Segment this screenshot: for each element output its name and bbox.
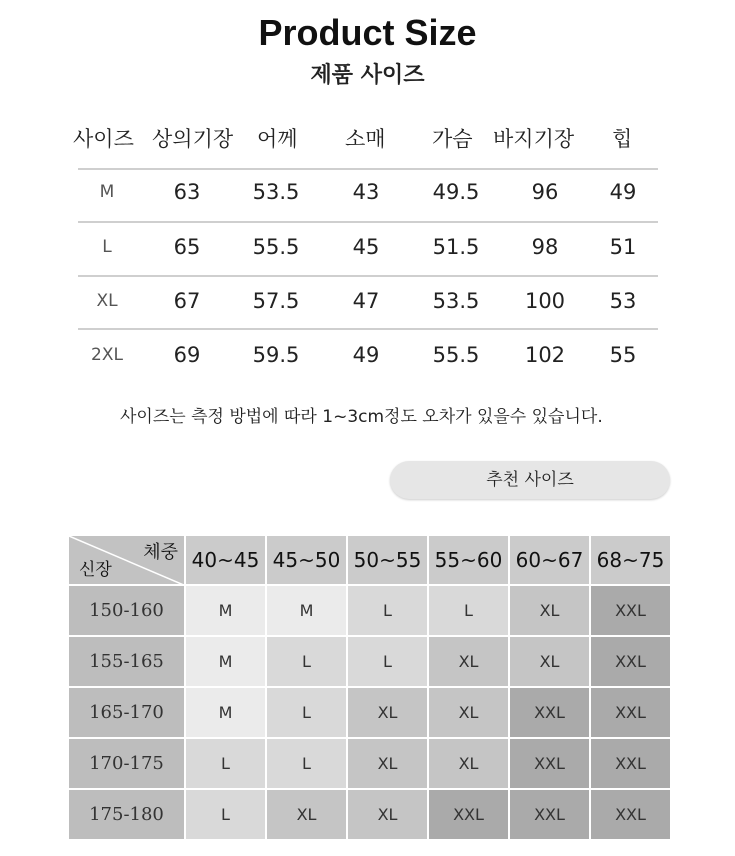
size-label: M: [99, 182, 115, 202]
size-cell: L: [266, 687, 347, 738]
page-title: Product Size: [258, 12, 477, 53]
size-label: XL: [96, 291, 118, 311]
size-cell: M: [266, 585, 347, 636]
weight-header: 60~67: [509, 535, 590, 585]
size-value: 55.5: [252, 235, 300, 259]
column-header: 힙: [612, 127, 633, 151]
size-value: 55.5: [432, 343, 480, 367]
size-cell: XL: [347, 687, 428, 738]
size-cell: L: [266, 636, 347, 687]
size-value: 49: [609, 180, 637, 204]
size-value: 65: [173, 235, 201, 259]
size-cell: L: [347, 636, 428, 687]
size-cell: XXL: [509, 687, 590, 738]
size-cell: XXL: [509, 789, 590, 840]
row-divider: [78, 221, 658, 223]
size-value: 100: [524, 289, 566, 313]
size-cell: M: [185, 636, 266, 687]
page-subtitle: 제품 사이즈: [310, 63, 425, 88]
height-header: 175-180: [68, 789, 185, 840]
size-cell: L: [428, 585, 509, 636]
size-value: 67: [173, 289, 201, 313]
size-cell: L: [185, 738, 266, 789]
column-header: 바지기장: [493, 127, 575, 151]
corner-height-label: 신장: [79, 560, 112, 580]
weight-header: 55~60: [428, 535, 509, 585]
height-header: 165-170: [68, 687, 185, 738]
row-divider: [78, 328, 658, 330]
size-value: 43: [352, 180, 380, 204]
size-value: 102: [524, 343, 566, 367]
corner-weight-label: 체중: [143, 542, 178, 563]
size-cell: XXL: [590, 789, 671, 840]
size-cell: XXL: [428, 789, 509, 840]
size-cell: M: [185, 585, 266, 636]
size-value: 51.5: [432, 235, 480, 259]
weight-header: 68~75: [590, 535, 671, 585]
recommend-size-table: [68, 535, 673, 841]
size-cell: XL: [428, 738, 509, 789]
weight-header: 45~50: [266, 535, 347, 585]
size-value: 51: [609, 235, 637, 259]
weight-header: 50~55: [347, 535, 428, 585]
row-divider: [78, 275, 658, 277]
size-label: L: [102, 237, 112, 257]
size-cell: L: [266, 738, 347, 789]
column-header: 가슴: [432, 127, 473, 151]
size-value: 57.5: [252, 289, 300, 313]
size-value: 55: [609, 343, 637, 367]
size-cell: XL: [347, 789, 428, 840]
size-value: 53.5: [432, 289, 480, 313]
size-cell: XL: [266, 789, 347, 840]
size-value: 98: [531, 235, 559, 259]
height-header: 170-175: [68, 738, 185, 789]
size-cell: XL: [509, 636, 590, 687]
size-value: 59.5: [252, 343, 300, 367]
size-label: 2XL: [91, 345, 123, 365]
size-value: 96: [531, 180, 559, 204]
size-cell: M: [185, 687, 266, 738]
size-cell: XL: [509, 585, 590, 636]
column-header: 상의기장: [152, 127, 234, 151]
weight-header: 40~45: [185, 535, 266, 585]
size-cell: XXL: [590, 585, 671, 636]
size-value: 47: [352, 289, 380, 313]
size-value: 49: [352, 343, 380, 367]
size-value: 53.5: [252, 180, 300, 204]
measurement-note: 사이즈는 측정 방법에 따라 1~3cm정도 오차가 있을수 있습니다.: [120, 407, 603, 427]
size-cell: XL: [428, 636, 509, 687]
size-cell: XL: [428, 687, 509, 738]
size-value: 63: [173, 180, 201, 204]
height-header: 155-165: [68, 636, 185, 687]
size-cell: XL: [347, 738, 428, 789]
column-header: 어께: [257, 127, 298, 151]
column-header: 소매: [345, 127, 386, 151]
size-value: 49.5: [432, 180, 480, 204]
recommend-size-label: 추천 사이즈: [390, 461, 670, 499]
size-value: 53: [609, 289, 637, 313]
height-header: 150-160: [68, 585, 185, 636]
row-divider: [78, 168, 658, 170]
corner-cell: [68, 535, 185, 585]
size-value: 69: [173, 343, 201, 367]
column-header: 사이즈: [73, 127, 134, 151]
size-cell: XXL: [590, 687, 671, 738]
size-cell: XXL: [509, 738, 590, 789]
size-cell: XXL: [590, 738, 671, 789]
size-value: 45: [352, 235, 380, 259]
size-cell: L: [185, 789, 266, 840]
size-cell: XXL: [590, 636, 671, 687]
size-cell: L: [347, 585, 428, 636]
